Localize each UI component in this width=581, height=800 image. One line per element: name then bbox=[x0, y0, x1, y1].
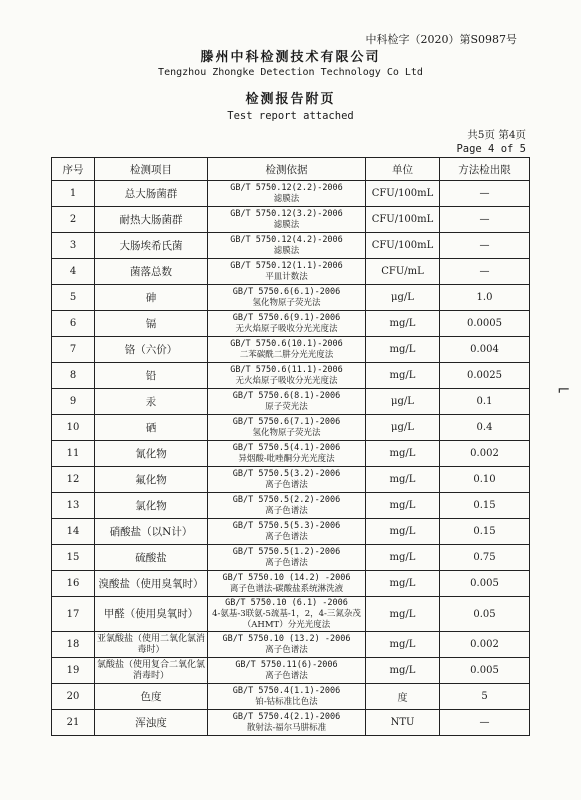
basis-standard: GB/T 5750.6(6.1)-2006 bbox=[232, 286, 341, 297]
unit: mg/L bbox=[366, 519, 440, 545]
row-number: 2 bbox=[52, 207, 95, 233]
table-row bbox=[52, 311, 530, 337]
row-number: 14 bbox=[52, 519, 95, 545]
basis-standard: GB/T 5750.6(7.1)-2006 bbox=[232, 416, 341, 427]
basis-standard: GB/T 5750.12(3.2)-2006 bbox=[230, 208, 343, 219]
basis-method: 离子色谱法 bbox=[265, 557, 308, 568]
table-row bbox=[52, 467, 530, 493]
table-header-row bbox=[52, 158, 530, 181]
test-basis bbox=[208, 389, 366, 415]
results-table bbox=[51, 157, 530, 736]
test-basis bbox=[208, 571, 366, 597]
test-item: 大肠埃希氏菌 bbox=[95, 233, 208, 259]
test-basis bbox=[208, 285, 366, 311]
test-basis bbox=[208, 710, 366, 736]
basis-standard: GB/T 5750.6(8.1)-2006 bbox=[232, 390, 341, 401]
basis-standard: GB/T 5750.4(2.1)-2006 bbox=[232, 711, 341, 722]
detection-limit: 0.004 bbox=[440, 337, 530, 363]
test-item: 耐热大肠菌群 bbox=[95, 207, 208, 233]
basis-method: 离子色谱法 bbox=[265, 505, 308, 516]
basis-standard: GB/T 5750.11(6)-2006 bbox=[235, 659, 338, 670]
test-item: 硒 bbox=[95, 415, 208, 441]
detection-limit: 5 bbox=[440, 684, 530, 710]
basis-method: 离子色谱法 bbox=[265, 644, 308, 655]
test-item: 硝酸盐（以N计） bbox=[95, 519, 208, 545]
test-item: 甲醛（使用臭氧时） bbox=[95, 597, 208, 632]
row-number: 13 bbox=[52, 493, 95, 519]
table-row bbox=[52, 233, 530, 259]
basis-standard: GB/T 5750.5(4.1)-2006 bbox=[232, 442, 341, 453]
unit: mg/L bbox=[366, 363, 440, 389]
row-number: 12 bbox=[52, 467, 95, 493]
table-row bbox=[52, 571, 530, 597]
detection-limit: 0.0025 bbox=[440, 363, 530, 389]
detection-limit: 0.002 bbox=[440, 632, 530, 658]
unit: mg/L bbox=[366, 337, 440, 363]
test-item: 硫酸盐 bbox=[95, 545, 208, 571]
detection-limit: — bbox=[440, 181, 530, 207]
detection-limit: 0.15 bbox=[440, 519, 530, 545]
table-row bbox=[52, 658, 530, 684]
col-header-no: 序号 bbox=[52, 158, 95, 181]
unit: mg/L bbox=[366, 632, 440, 658]
detection-limit: — bbox=[440, 710, 530, 736]
row-number: 1 bbox=[52, 181, 95, 207]
unit: 度 bbox=[366, 684, 440, 710]
unit: mg/L bbox=[366, 545, 440, 571]
table-row bbox=[52, 259, 530, 285]
test-item: 总大肠菌群 bbox=[95, 181, 208, 207]
basis-method: 铂-钴标准比色法 bbox=[255, 696, 318, 707]
test-item: 溴酸盐（使用臭氧时） bbox=[95, 571, 208, 597]
unit: CFU/mL bbox=[366, 259, 440, 285]
col-header-basis: 检测依据 bbox=[208, 158, 366, 181]
unit: mg/L bbox=[366, 571, 440, 597]
basis-method: 无火焰原子吸收分光光度法 bbox=[235, 323, 338, 334]
basis-standard: GB/T 5750.5(1.2)-2006 bbox=[232, 546, 341, 557]
detection-limit: 0.4 bbox=[440, 415, 530, 441]
unit: CFU/100mL bbox=[366, 233, 440, 259]
test-basis bbox=[208, 181, 366, 207]
basis-method: 异烟酸-吡唑酮分光光度法 bbox=[238, 453, 335, 464]
test-item: 色度 bbox=[95, 684, 208, 710]
test-basis bbox=[208, 415, 366, 441]
test-item: 氯酸盐（使用复合二氧化氯消毒时） bbox=[95, 658, 208, 684]
row-number: 17 bbox=[52, 597, 95, 632]
company-name-cn: 滕州中科检测技术有限公司 bbox=[200, 50, 381, 65]
detection-limit: — bbox=[440, 259, 530, 285]
test-item: 砷 bbox=[95, 285, 208, 311]
basis-method: 氢化物原子荧光法 bbox=[252, 427, 321, 438]
page-counter-cn: 共5页 第4页 bbox=[467, 129, 526, 141]
test-item: 镉 bbox=[95, 311, 208, 337]
test-item: 氟化物 bbox=[95, 467, 208, 493]
detection-limit: 0.0005 bbox=[440, 311, 530, 337]
stamp-fragment: ⌐ bbox=[557, 380, 571, 399]
basis-method: 散射法-福尔马肼标准 bbox=[246, 722, 327, 733]
basis-method: 滤膜法 bbox=[273, 193, 300, 204]
basis-standard: GB/T 5750.4(1.1)-2006 bbox=[232, 685, 341, 696]
unit: CFU/100mL bbox=[366, 207, 440, 233]
row-number: 10 bbox=[52, 415, 95, 441]
test-basis bbox=[208, 597, 366, 632]
test-item: 菌落总数 bbox=[95, 259, 208, 285]
detection-limit: 0.005 bbox=[440, 658, 530, 684]
basis-method: 二苯碳酰二肼分光光度法 bbox=[239, 349, 334, 360]
unit: NTU bbox=[366, 710, 440, 736]
page-title-cn: 检测报告附页 bbox=[245, 92, 336, 107]
detection-limit: 0.005 bbox=[440, 571, 530, 597]
table-row bbox=[52, 389, 530, 415]
page-counter bbox=[456, 128, 526, 156]
basis-standard: GB/T 5750.5(3.2)-2006 bbox=[232, 468, 341, 479]
row-number: 4 bbox=[52, 259, 95, 285]
row-number: 11 bbox=[52, 441, 95, 467]
col-header-unit: 单位 bbox=[366, 158, 440, 181]
test-basis bbox=[208, 441, 366, 467]
col-header-item: 检测项目 bbox=[95, 158, 208, 181]
detection-limit: 0.75 bbox=[440, 545, 530, 571]
basis-method: 4-氨基-3联氨-5巯基-1，2，4-三氮杂茂（AHMT）分光光度法 bbox=[212, 608, 361, 630]
row-number: 15 bbox=[52, 545, 95, 571]
detection-limit: — bbox=[440, 233, 530, 259]
test-basis bbox=[208, 311, 366, 337]
basis-standard: GB/T 5750.6(11.1)-2006 bbox=[230, 364, 343, 375]
basis-standard: GB/T 5750.5(2.2)-2006 bbox=[232, 494, 341, 505]
unit: mg/L bbox=[366, 493, 440, 519]
table-row bbox=[52, 632, 530, 658]
unit: μg/L bbox=[366, 389, 440, 415]
basis-method: 离子色谱法 bbox=[265, 670, 308, 681]
test-basis bbox=[208, 658, 366, 684]
test-item: 浑浊度 bbox=[95, 710, 208, 736]
test-basis bbox=[208, 632, 366, 658]
table-row bbox=[52, 710, 530, 736]
table-row bbox=[52, 545, 530, 571]
table-row bbox=[52, 181, 530, 207]
basis-method: 离子色谱法-碳酸盐系统淋洗液 bbox=[229, 583, 344, 594]
table-row bbox=[52, 597, 530, 632]
table-row bbox=[52, 493, 530, 519]
row-number: 7 bbox=[52, 337, 95, 363]
col-header-limit: 方法检出限 bbox=[440, 158, 530, 181]
row-number: 8 bbox=[52, 363, 95, 389]
detection-limit: 0.05 bbox=[440, 597, 530, 632]
table-row bbox=[52, 363, 530, 389]
row-number: 3 bbox=[52, 233, 95, 259]
basis-method: 滤膜法 bbox=[273, 219, 300, 230]
basis-standard: GB/T 5750.10 (14.2) -2006 bbox=[222, 572, 351, 583]
test-basis bbox=[208, 684, 366, 710]
basis-method: 滤膜法 bbox=[273, 245, 300, 256]
test-item: 铬（六价） bbox=[95, 337, 208, 363]
detection-limit: 0.15 bbox=[440, 493, 530, 519]
row-number: 6 bbox=[52, 311, 95, 337]
test-basis bbox=[208, 233, 366, 259]
unit: mg/L bbox=[366, 441, 440, 467]
unit: CFU/100mL bbox=[366, 181, 440, 207]
row-number: 20 bbox=[52, 684, 95, 710]
unit: μg/L bbox=[366, 285, 440, 311]
detection-limit: 1.0 bbox=[440, 285, 530, 311]
report-number: 中科检字（2020）第S0987号 bbox=[365, 33, 517, 46]
basis-standard: GB/T 5750.10 (6.1) -2006 bbox=[225, 597, 348, 608]
row-number: 5 bbox=[52, 285, 95, 311]
test-basis bbox=[208, 259, 366, 285]
unit: mg/L bbox=[366, 658, 440, 684]
basis-method: 氢化物原子荧光法 bbox=[252, 297, 321, 308]
unit: mg/L bbox=[366, 311, 440, 337]
basis-standard: GB/T 5750.12(2.2)-2006 bbox=[230, 182, 343, 193]
row-number: 9 bbox=[52, 389, 95, 415]
page-counter-en: Page 4 of 5 bbox=[456, 143, 526, 155]
unit: mg/L bbox=[366, 597, 440, 632]
test-item: 汞 bbox=[95, 389, 208, 415]
test-basis bbox=[208, 519, 366, 545]
basis-standard: GB/T 5750.12(4.2)-2006 bbox=[230, 234, 343, 245]
test-basis bbox=[208, 467, 366, 493]
table-row bbox=[52, 415, 530, 441]
detection-limit: — bbox=[440, 207, 530, 233]
unit: μg/L bbox=[366, 415, 440, 441]
basis-method: 原子荧光法 bbox=[265, 401, 308, 412]
basis-method: 离子色谱法 bbox=[265, 479, 308, 490]
basis-standard: GB/T 5750.6(10.1)-2006 bbox=[230, 338, 343, 349]
basis-method: 无火焰原子吸收分光光度法 bbox=[235, 375, 338, 386]
table-row bbox=[52, 207, 530, 233]
basis-method: 离子色谱法 bbox=[265, 531, 308, 542]
row-number: 19 bbox=[52, 658, 95, 684]
row-number: 18 bbox=[52, 632, 95, 658]
test-basis bbox=[208, 363, 366, 389]
row-number: 21 bbox=[52, 710, 95, 736]
test-item: 氯化物 bbox=[95, 493, 208, 519]
test-item: 氰化物 bbox=[95, 441, 208, 467]
test-basis bbox=[208, 545, 366, 571]
table-row bbox=[52, 285, 530, 311]
basis-standard: GB/T 5750.5(5.3)-2006 bbox=[232, 520, 341, 531]
table-row bbox=[52, 441, 530, 467]
table-row bbox=[52, 337, 530, 363]
test-basis bbox=[208, 337, 366, 363]
basis-standard: GB/T 5750.10 (13.2) -2006 bbox=[222, 633, 351, 644]
detection-limit: 0.002 bbox=[440, 441, 530, 467]
test-basis bbox=[208, 493, 366, 519]
test-item: 亚氯酸盐（使用二氧化氯消毒时） bbox=[95, 632, 208, 658]
basis-standard: GB/T 5750.6(9.1)-2006 bbox=[232, 312, 341, 323]
detection-limit: 0.1 bbox=[440, 389, 530, 415]
basis-standard: GB/T 5750.12(1.1)-2006 bbox=[230, 260, 343, 271]
table-row bbox=[52, 519, 530, 545]
unit: mg/L bbox=[366, 467, 440, 493]
page-title-en: Test report attached bbox=[227, 110, 354, 122]
company-name-en: Tengzhou Zhongke Detection Technology Co Ltd bbox=[158, 67, 423, 78]
basis-method: 平皿计数法 bbox=[265, 271, 308, 282]
test-basis bbox=[208, 207, 366, 233]
table-row bbox=[52, 684, 530, 710]
test-item: 铅 bbox=[95, 363, 208, 389]
row-number: 16 bbox=[52, 571, 95, 597]
detection-limit: 0.10 bbox=[440, 467, 530, 493]
